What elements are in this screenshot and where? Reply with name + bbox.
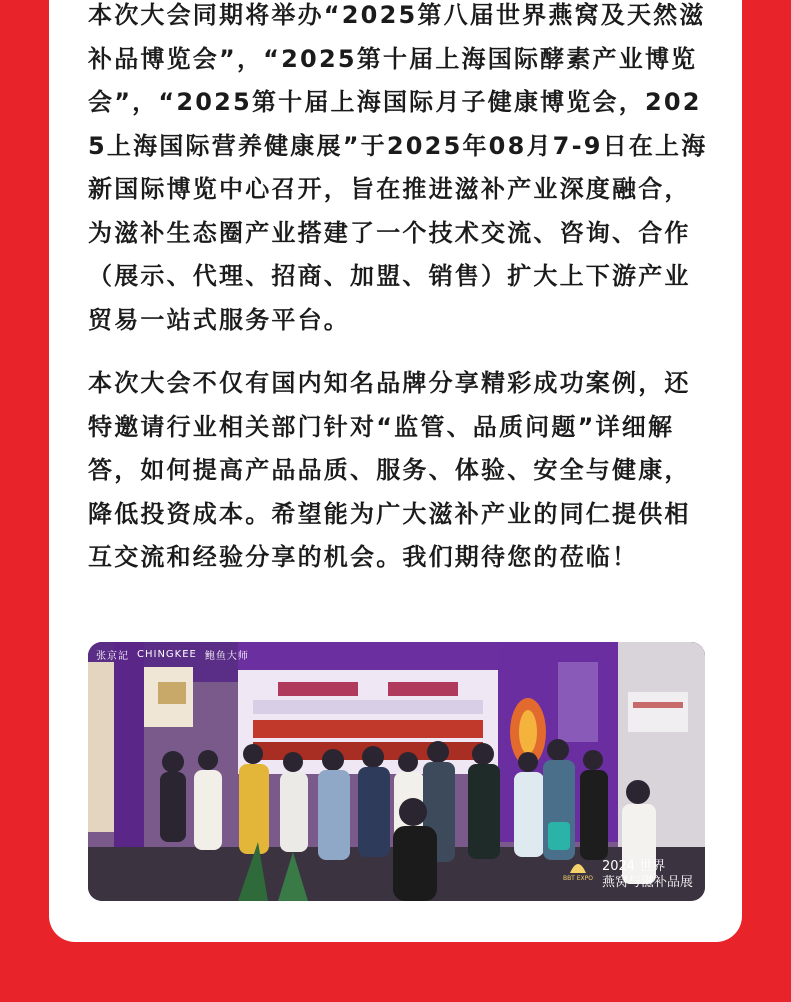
expo-watermark [562,859,693,891]
watermark-title: 燕窝与滋补品展 [601,875,693,890]
expo-badge-icon [562,859,594,891]
booth-banner-brand: CHINGKEE [137,648,197,660]
expo-badge-text: BBT EXPO [562,875,593,882]
intro-paragraph: 本次大会同期将举办“2025第八届世界燕窝及天然滋补品博览会”，“2025第十届上海国际酵素产业博览会”，“2025第十届上海国际月子健康博览会，2025上海国际营养健康展”于2025年08月7-9日在上海新国际博览中心召开，旨在推进滋补产业深度融合，为滋补生态圈产业搭建了一个技术交流、咨询、合作（展示、代理、招商、加盟、销售）扩大上下游产业贸易一站式服务平台。 [88,1,708,334]
watermark-year: 2024 世界 [601,859,666,874]
booth-banner-left: 张京記 [96,650,129,662]
details-paragraph: 本次大会不仅有国内知名品牌分享精彩成功案例，还特邀请行业相关部门针对“监管、品质问题”详细解答，如何提高产品品质、服务、体验、安全与健康，降低投资成本。希望能为广大滋补产业的同仁提供相互交流和经验分享的机会。我们期待您的莅临！ [88,369,691,571]
booth-banner [88,642,705,666]
booth-banner-right: 鲍鱼大师 [204,650,249,662]
expo-photo [88,642,705,901]
